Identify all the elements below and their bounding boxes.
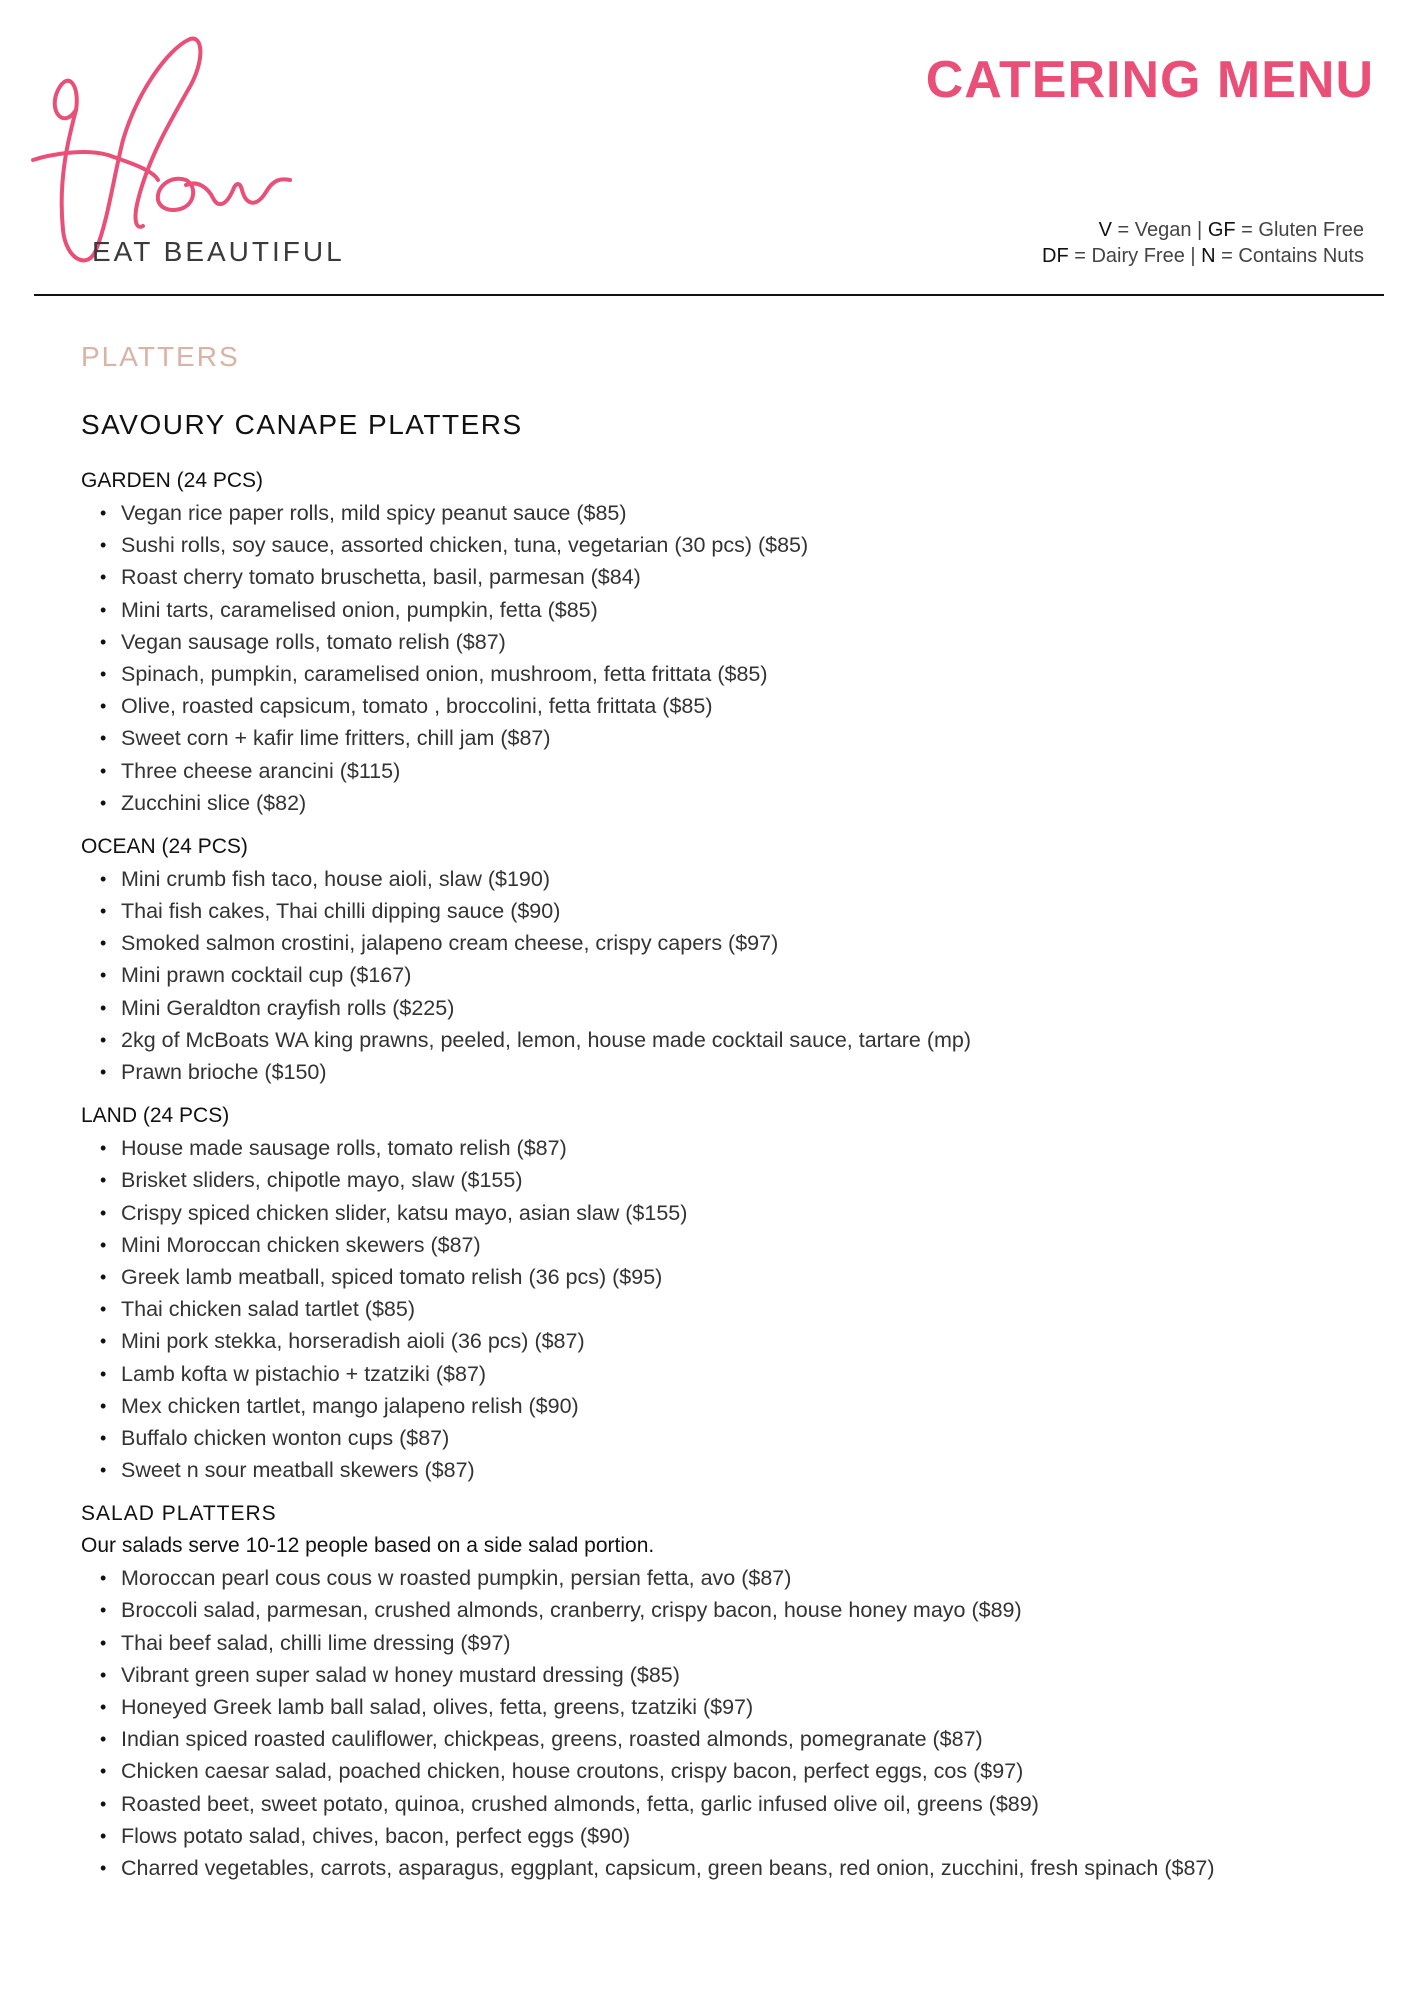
menu-item: • Prawn brioche ($150) xyxy=(121,1056,1381,1088)
legend-code: V xyxy=(1098,219,1112,241)
brand-tagline: EAT BEAUTIFUL xyxy=(92,236,345,267)
menu-item: • Mini Moroccan chicken skewers ($87) xyxy=(121,1229,1381,1261)
menu-item: • Vegan sausage rolls, tomato relish ($87) xyxy=(121,626,1381,658)
page-title: CATERING MENU xyxy=(925,51,1374,109)
legend-line-1 xyxy=(1042,217,1364,243)
menu-item: • Vegan rice paper rolls, mild spicy peanut sauce ($85) xyxy=(121,497,1381,529)
menu-item: • Crispy spiced chicken slider, katsu mayo, asian slaw ($155) xyxy=(121,1197,1381,1229)
menu-item: • Zucchini slice ($82) xyxy=(121,787,1381,819)
menu-item: • Roast cherry tomato bruschetta, basil, parmesan ($84) xyxy=(121,561,1381,593)
menu-item: • Mini pork stekka, horseradish aioli (36 pcs) ($87) xyxy=(121,1325,1381,1357)
group-title: OCEAN (24 PCS) xyxy=(81,834,248,858)
subsection-title: SAVOURY CANAPE PLATTERS xyxy=(81,409,523,440)
legend-code: DF xyxy=(1042,245,1069,267)
menu-item: • Sweet n sour meatball skewers ($87) xyxy=(121,1454,1381,1486)
group-title: SALAD PLATTERS xyxy=(81,1502,277,1526)
menu-item: • Lamb kofta w pistachio + tzatziki ($87) xyxy=(121,1358,1381,1390)
legend-meaning: = Vegan | xyxy=(1111,219,1208,241)
menu-item: • Spinach, pumpkin, caramelised onion, mushroom, fetta frittata ($85) xyxy=(121,658,1381,690)
menu-item: • Olive, roasted capsicum, tomato , broccolini, fetta frittata ($85) xyxy=(121,690,1381,722)
menu-item: • 2kg of McBoats WA king prawns, peeled, lemon, house made cocktail sauce, tartare (mp) xyxy=(121,1024,1381,1056)
menu-group xyxy=(81,831,1381,1088)
menu-item: • Brisket sliders, chipotle mayo, slaw ($155) xyxy=(121,1164,1381,1196)
menu-item: • Roasted beet, sweet potato, quinoa, crushed almonds, fetta, garlic infused olive oil, greens ($89) xyxy=(121,1788,1381,1820)
legend-code: N xyxy=(1201,245,1216,267)
legend-meaning: = Dairy Free | xyxy=(1068,245,1202,267)
menu-item-list xyxy=(81,1132,1381,1486)
legend-code: GF xyxy=(1207,219,1236,241)
menu-item: • Mex chicken tartlet, mango jalapeno relish ($90) xyxy=(121,1390,1381,1422)
menu-item: • Thai chicken salad tartlet ($85) xyxy=(121,1293,1381,1325)
menu-item: • Sushi rolls, soy sauce, assorted chicken, tuna, vegetarian (30 pcs) ($85) xyxy=(121,529,1381,561)
legend-meaning: = Gluten Free xyxy=(1235,219,1364,241)
menu-item: • Moroccan pearl cous cous w roasted pumpkin, persian fetta, avo ($87) xyxy=(121,1562,1381,1594)
group-title: GARDEN (24 PCS) xyxy=(81,469,264,492)
dietary-legend xyxy=(1042,217,1364,269)
menu-content xyxy=(81,337,1381,1896)
menu-item-list xyxy=(81,497,1381,819)
menu-group xyxy=(81,465,1381,819)
legend-line-2 xyxy=(1042,243,1364,269)
group-description: Our salads serve 10-12 people based on a side salad portion. xyxy=(81,1534,655,1558)
menu-group xyxy=(81,1498,1381,1884)
menu-item: • Thai beef salad, chilli lime dressing ($97) xyxy=(121,1627,1381,1659)
menu-item: • Mini crumb fish taco, house aioli, slaw ($190) xyxy=(121,863,1381,895)
menu-item: • Indian spiced roasted cauliflower, chickpeas, greens, roasted almonds, pomegranate ($87) xyxy=(121,1723,1381,1755)
menu-item: • Mini Geraldton crayfish rolls ($225) xyxy=(121,992,1381,1024)
menu-item-list xyxy=(81,863,1381,1088)
menu-item: • Thai fish cakes, Thai chilli dipping sauce ($90) xyxy=(121,895,1381,927)
menu-item: • Mini prawn cocktail cup ($167) xyxy=(121,959,1381,991)
group-title: LAND (24 PCS) xyxy=(81,1104,230,1128)
menu-item: • Charred vegetables, carrots, asparagus, eggplant, capsicum, green beans, red onion, zucchini, fresh spinach ($87) xyxy=(121,1852,1381,1884)
menu-item: • Buffalo chicken wonton cups ($87) xyxy=(121,1422,1381,1454)
menu-item: • Honeyed Greek lamb ball salad, olives, fetta, greens, tzatziki ($97) xyxy=(121,1691,1381,1723)
menu-item: • Greek lamb meatball, spiced tomato relish (36 pcs) ($95) xyxy=(121,1261,1381,1293)
header-divider xyxy=(34,294,1384,296)
menu-item: • Broccoli salad, parmesan, crushed almonds, cranberry, crispy bacon, house honey mayo ($89) xyxy=(121,1594,1381,1626)
menu-item: • Flows potato salad, chives, bacon, perfect eggs ($90) xyxy=(121,1820,1381,1852)
menu-item: • Three cheese arancini ($115) xyxy=(121,755,1381,787)
menu-item-list xyxy=(81,1562,1381,1884)
menu-item: • Mini tarts, caramelised onion, pumpkin, fetta ($85) xyxy=(121,594,1381,626)
menu-groups xyxy=(81,465,1381,1884)
menu-item: • Vibrant green super salad w honey mustard dressing ($85) xyxy=(121,1659,1381,1691)
menu-item: • Sweet corn + kafir lime fritters, chill jam ($87) xyxy=(121,722,1381,754)
menu-group xyxy=(81,1100,1381,1486)
menu-item: • Chicken caesar salad, poached chicken, house croutons, crispy bacon, perfect eggs, cos ($97) xyxy=(121,1755,1381,1787)
legend-meaning: = Contains Nuts xyxy=(1215,245,1364,267)
menu-item: • Smoked salmon crostini, jalapeno cream cheese, crispy capers ($97) xyxy=(121,927,1381,959)
menu-item: • House made sausage rolls, tomato relish ($87) xyxy=(121,1132,1381,1164)
section-title: PLATTERS xyxy=(81,341,240,372)
